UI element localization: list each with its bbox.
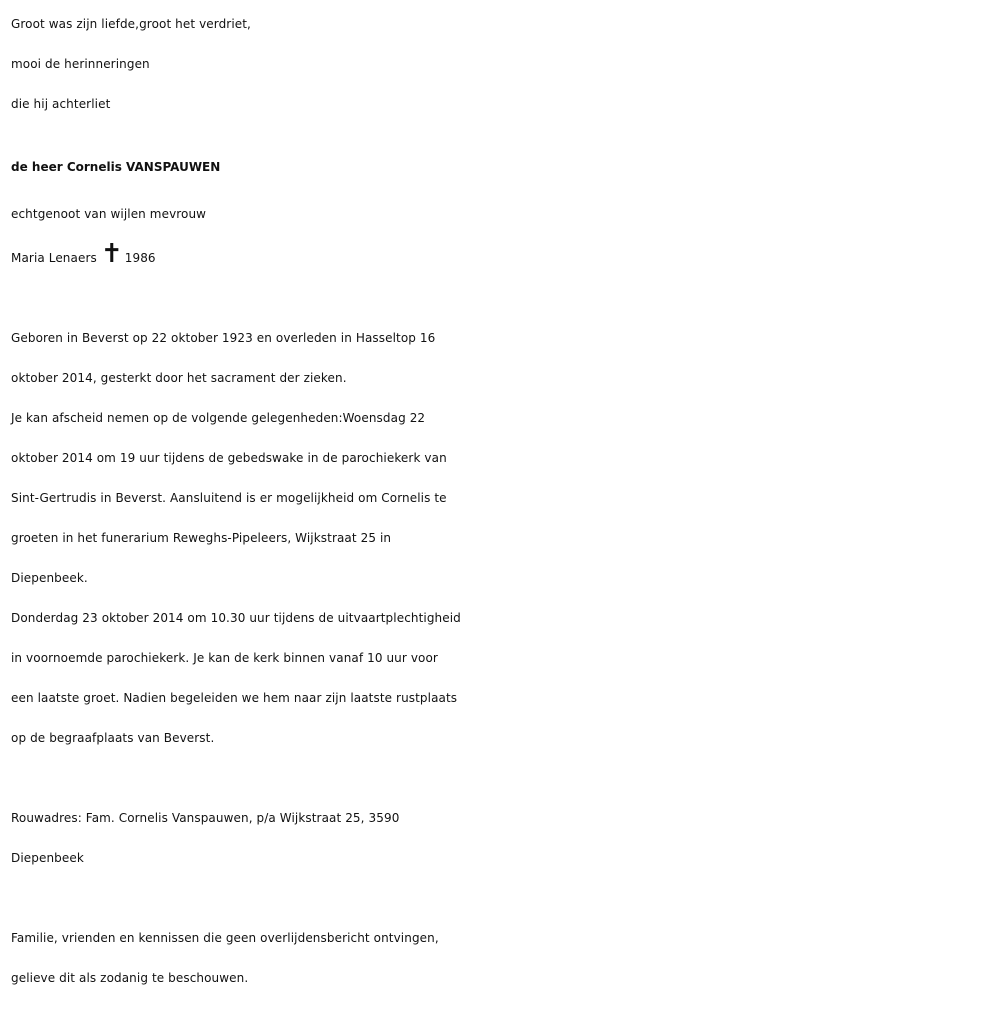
details-line: Diepenbeek. (11, 571, 88, 585)
spouse-line: echtgenoot van wijlen mevrouw (11, 207, 207, 221)
spacer (11, 278, 1000, 318)
details (11, 318, 1000, 758)
address-line: Diepenbeek (11, 851, 84, 865)
details-line: op de begraafplaats van Beverst. (11, 731, 215, 745)
details-line: Geboren in Beverst op 22 oktober 1923 en overleden in Hasseltop 16 (11, 331, 436, 345)
cross-icon: ✝ (100, 239, 123, 269)
spacer (11, 878, 1000, 918)
details-line: oktober 2014, gesterkt door het sacrament der zieken. (11, 371, 347, 385)
spouse-name-line (11, 234, 1000, 278)
poem-line: Groot was zijn liefde,groot het verdriet, (11, 17, 251, 31)
spouse-name: Maria Lenaers (11, 251, 97, 265)
closing-line: gelieve dit als zodanig te beschouwen. (11, 971, 249, 985)
address-line: Rouwadres: Fam. Cornelis Vanspauwen, p/a Wijkstraat 25, 3590 (11, 811, 400, 825)
poem (11, 4, 1000, 124)
closing-note (11, 918, 1000, 998)
closing-line: Familie, vrienden en kennissen die geen overlijdensbericht ontvingen, (11, 931, 439, 945)
spouse-year: 1986 (124, 251, 156, 265)
details-line: Donderdag 23 oktober 2014 om 10.30 uur tijdens de uitvaartplechtigheid (11, 611, 461, 625)
details-line: in voornoemde parochiekerk. Je kan de kerk binnen vanaf 10 uur voor (11, 651, 438, 665)
deceased-name: de heer Cornelis VANSPAUWEN (11, 160, 221, 174)
spacer (11, 758, 1000, 798)
poem-line: mooi de herinneringen (11, 57, 150, 71)
poem-line: die hij achterliet (11, 97, 111, 111)
details-line: Sint-Gertrudis in Beverst. Aansluitend is er mogelijkheid om Cornelis te (11, 491, 447, 505)
mourning-address (11, 798, 1000, 878)
details-line: een laatste groet. Nadien begeleiden we hem naar zijn laatste rustplaats (11, 691, 458, 705)
details-line: Je kan afscheid nemen op de volgende gelegenheden:Woensdag 22 (11, 411, 426, 425)
spouse-info (11, 194, 1000, 278)
details-line: oktober 2014 om 19 uur tijdens de gebedswake in de parochiekerk van (11, 451, 447, 465)
details-line: groeten in het funerarium Reweghs-Pipeleers, Wijkstraat 25 in (11, 531, 392, 545)
